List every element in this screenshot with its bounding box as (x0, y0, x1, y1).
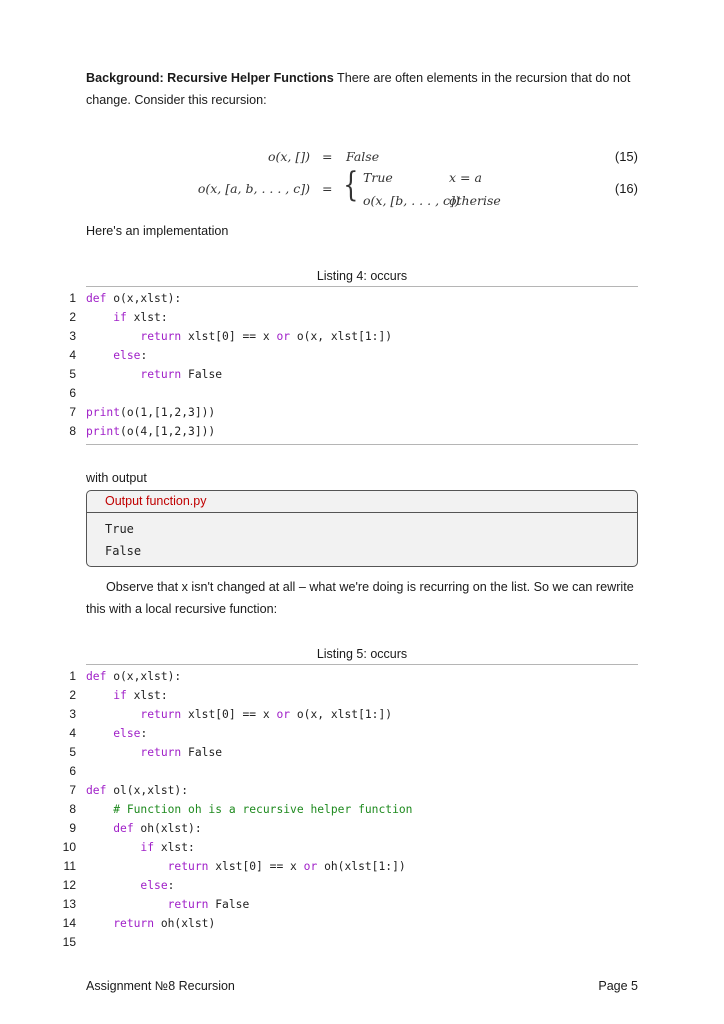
code-line: 8 print(o(4,[1,2,3])) (58, 422, 658, 441)
code-line (58, 384, 658, 403)
eq16-condition1: x = a (449, 170, 482, 185)
code-line: 1 def o(x,xlst): (58, 289, 658, 308)
line-number: 11 (63, 859, 76, 873)
eq15-lhs: o(x, []) (267, 149, 310, 164)
code-line: 7 def ol(x,xlst): (58, 781, 658, 800)
code-line: 4 else: (58, 346, 658, 365)
line-number: 5 (69, 745, 76, 759)
code-line: 9 def oh(xlst): (58, 819, 658, 838)
code-line: 2 if xlst: (58, 686, 658, 705)
line-number: 1 (69, 669, 76, 683)
line-number: 6 (69, 386, 76, 400)
with-output-text: with output (86, 471, 147, 485)
line-number: 10 (62, 840, 76, 854)
intro-paragraph (86, 67, 638, 111)
eq15-number: (15) (614, 149, 638, 164)
line-number: 12 (62, 878, 76, 892)
code-line: 8 # Function oh is a recursive helper function (58, 800, 658, 819)
code-line (58, 762, 658, 781)
output-box (86, 490, 638, 567)
output-box-body (87, 513, 637, 562)
code-line: 5 return False (58, 365, 658, 384)
line-number: 7 (69, 783, 76, 797)
eq16-case2: o(x, [b, . . . , c]) (363, 193, 460, 208)
case-brace: { (343, 165, 359, 205)
code-line: 10 if xlst: (58, 838, 658, 857)
line-number: 8 (69, 424, 76, 438)
line-number: 14 (62, 916, 76, 930)
output-box-title: Output function.py (87, 491, 637, 513)
line-number: 7 (69, 405, 76, 419)
code-line: 2 if xlst: (58, 308, 658, 327)
listing5-top-rule (86, 664, 638, 665)
line-number: 4 (69, 726, 76, 740)
listing5-code (58, 667, 658, 952)
line-number: 2 (69, 688, 76, 702)
code-line: 3 return xlst[0] == x or o(x, xlst[1:]) (58, 705, 658, 724)
code-line: 13 return False (58, 895, 658, 914)
line-number: 1 (69, 291, 76, 305)
implementation-text: Here's an implementation (86, 224, 229, 238)
line-number: 5 (69, 367, 76, 381)
output-line: True (105, 522, 134, 536)
page-number: Page 5 (598, 979, 638, 993)
code-line: 14 return oh(xlst) (58, 914, 658, 933)
listing4-caption: Listing 4: occurs (316, 269, 408, 283)
line-number: 3 (69, 329, 76, 343)
eq16-condition2: otherise (449, 193, 501, 208)
listing5-caption: Listing 5: occurs (316, 647, 408, 661)
line-number: 6 (69, 764, 76, 778)
code-line: 4 else: (58, 724, 658, 743)
code-line: 1 def o(x,xlst): (58, 667, 658, 686)
line-number: 9 (69, 821, 76, 835)
code-line: 11 return xlst[0] == x or oh(xlst[1:]) (58, 857, 658, 876)
intro-heading: Background: Recursive Helper Functions (86, 71, 334, 85)
line-number: 13 (62, 897, 76, 911)
line-number: 8 (69, 802, 76, 816)
observe-paragraph: Observe that x isn't changed at all – what we're doing is recurring on the list. So we can rewrite this with a local recursive function: (86, 580, 634, 616)
eq15-equals: = (322, 149, 333, 164)
line-number: 2 (69, 310, 76, 324)
eq16-case1: True (363, 170, 393, 185)
line-number: 3 (69, 707, 76, 721)
listing4-top-rule (86, 286, 638, 287)
eq16-equals: = (322, 181, 333, 196)
intro-text: There are often elements in the recursion that do not change. Consider this recursion: (86, 71, 631, 107)
code-line: 3 return xlst[0] == x or o(x, xlst[1:]) (58, 327, 658, 346)
code-line: 5 return False (58, 743, 658, 762)
footer-left: Assignment №8 Recursion (86, 979, 235, 993)
output-line: False (105, 544, 142, 558)
eq16-number: (16) (614, 181, 638, 196)
listing4-code (58, 289, 658, 441)
eq15-rhs: False (346, 149, 380, 164)
line-number: 15 (62, 935, 76, 949)
code-line (58, 933, 658, 952)
line-number: 4 (69, 348, 76, 362)
code-line: 7 print(o(1,[1,2,3])) (58, 403, 658, 422)
code-line: 12 else: (58, 876, 658, 895)
eq16-lhs: o(x, [a, b, . . . , c]) (197, 181, 310, 196)
listing4-bottom-rule (86, 444, 638, 445)
